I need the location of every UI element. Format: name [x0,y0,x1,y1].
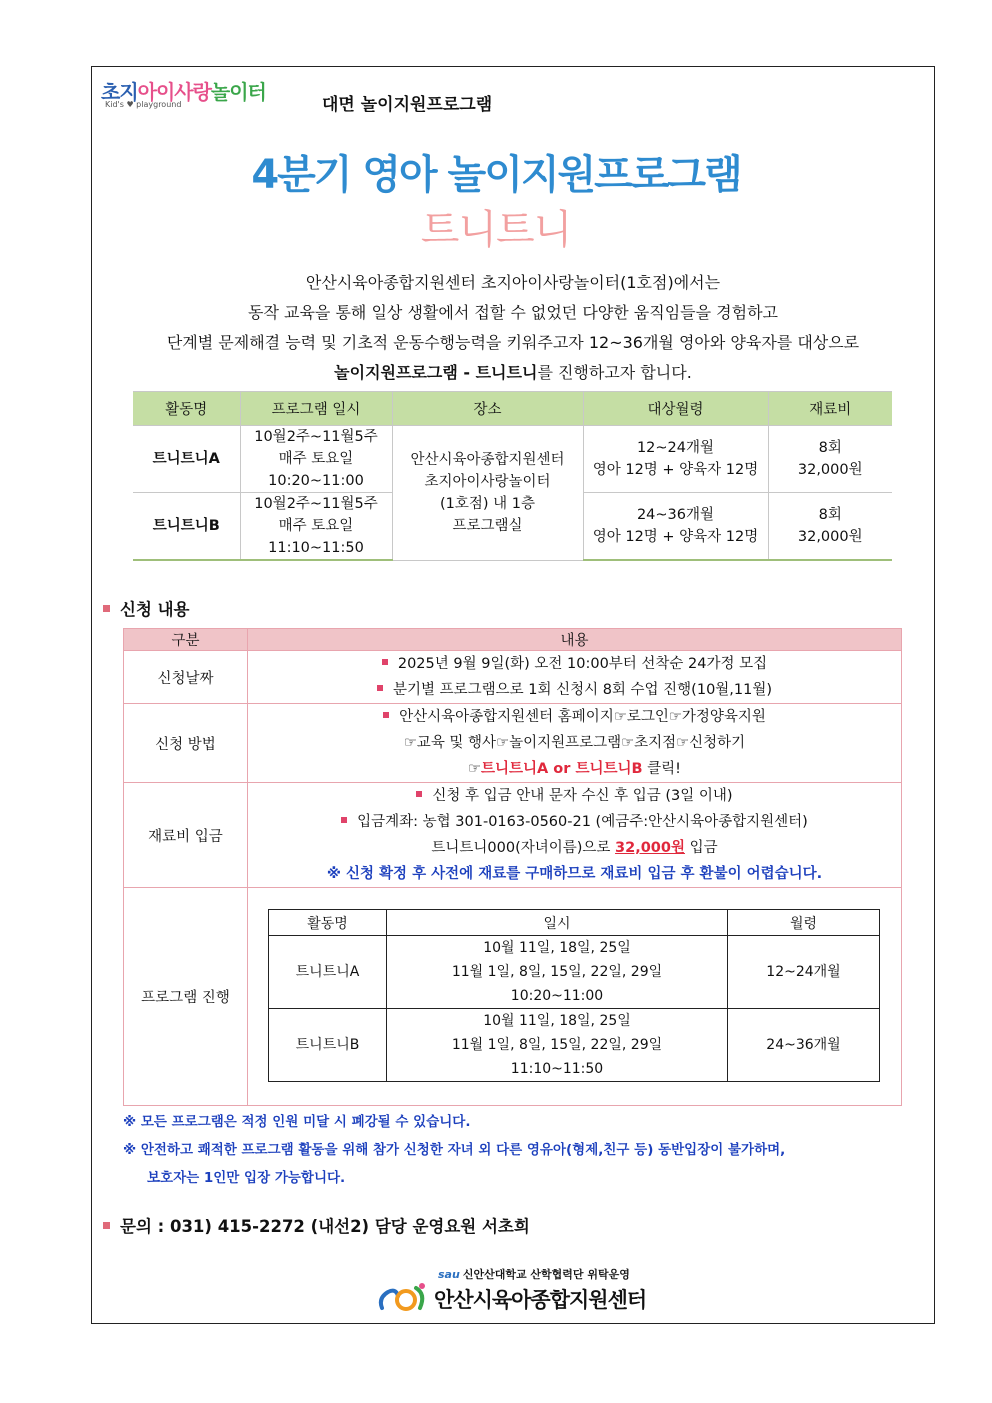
page-title: 4분기 영아 놀이지원프로그램 [251,152,741,198]
apply-table [123,628,902,1106]
red-square-bullet-icon [416,791,422,797]
table-row [124,888,902,1106]
schedule-line: 매주 토요일 [278,451,354,467]
fee-line: 8회 [818,507,842,523]
program-schedule [240,493,392,561]
apply-fee-label: 재료비 입금 [124,783,248,888]
location-line: 초지아이사랑놀이터 [424,473,551,490]
footer-operator-text: 신안산대학교 산학협력단 위탁운영 [462,1268,630,1281]
date-line: 10월 11일, 18일, 25일 [483,1013,631,1029]
table-row [124,651,902,704]
program-fee [768,426,892,493]
program-age [583,493,768,561]
footer-small-text [438,1266,630,1282]
age-line: 24~36개월 [636,507,715,523]
apply-date-content [248,651,902,704]
apply-fee-line [248,809,901,835]
table-row [269,936,880,1009]
playground-logo [101,76,311,112]
program-header-fee: 재료비 [768,392,892,426]
schedule-dates [387,1009,728,1082]
program-name: 트니트니A [133,426,240,493]
schedule-line: 10월2주~11월5주 [254,496,378,512]
schedule-name: 트니트니B [269,1009,387,1082]
apply-method-line: ☞교육 및 행사☞놀이지원프로그램☞초지점☞신청하기 [403,735,746,751]
date-line: 11월 1일, 8일, 15일, 22일, 29일 [451,1037,663,1053]
logo-text-3: 놀이터 [210,80,266,104]
program-fee [768,493,892,561]
logo-subtext: Kid's ♥ playground [105,100,182,109]
program-choice-text: 트니트니A or 트니트니B [481,761,643,777]
program-header-location: 장소 [392,392,583,426]
age-line: 영아 12명 + 양육자 12명 [592,462,759,478]
apply-method-content [248,704,902,783]
footer-logo [372,1266,672,1316]
apply-method-line [248,704,901,730]
apply-fee-text: 입금 [685,840,718,856]
header-tag: 대면 놀이지원프로그램 [322,95,493,115]
schedule-header-name: 활동명 [269,910,387,936]
apply-method-line [248,756,901,782]
apply-method-label: 신청 방법 [124,704,248,783]
intro-line-4 [100,358,926,388]
program-header-age: 대상월령 [583,392,768,426]
program-header-name: 활동명 [133,392,240,426]
fee-line: 32,000원 [797,462,863,478]
schedule-header-age: 월령 [728,910,880,936]
location-line: 안산시육아종합지원센터 [410,451,565,468]
date-line: 10:20~11:00 [510,988,604,1004]
apply-date-text: 2025년 9월 9일(화) 오전 10:00부터 선착순 24가정 모집 [397,656,768,672]
schedule-age: 12~24개월 [728,936,880,1009]
schedule-line: 11:10~11:50 [268,540,364,556]
intro-text [100,268,926,388]
apply-fee-text: 입금계좌: 농협 301-0163-0560-21 (예금주:안산시육아종합지원센터) [357,814,808,830]
age-line: 영아 12명 + 양육자 12명 [592,529,759,545]
apply-header-category: 구분 [124,629,248,651]
schedule-age: 24~36개월 [728,1009,880,1082]
table-row [124,704,902,783]
program-schedule [240,426,392,493]
program-header-schedule: 프로그램 일시 [240,392,392,426]
apply-section-heading [103,596,190,620]
schedule-line: 10월2주~11월5주 [254,429,378,445]
apply-date-line [248,677,901,703]
program-age [583,426,768,493]
red-square-bullet-icon [341,817,347,823]
contact-text: 문의 : 031) 415-2272 (내선2) 담당 운영요원 서초희 [120,1217,530,1236]
intro-line-2: 동작 교육을 통해 일상 생활에서 접할 수 없었던 다양한 움직임들을 경험하고 [248,303,778,322]
intro-program-name: 놀이지원프로그램 - 트니트니 [334,363,538,382]
apply-progress-label: 프로그램 진행 [124,888,248,1106]
schedule-line: 매주 토요일 [278,518,354,534]
schedule-header-dates: 일시 [387,910,728,936]
page-subtitle: 트니트니 [420,207,572,253]
schedule-table [268,909,880,1082]
apply-fee-line [248,835,901,861]
apply-fee-text: 트니트니000(자녀이름)으로 [431,840,616,856]
table-row [133,426,892,493]
logo-text-2: 아이사랑 [137,80,211,104]
location-line: 프로그램실 [452,517,523,534]
program-name: 트니트니B [133,493,240,561]
contact-info [103,1213,530,1237]
table-row [269,1009,880,1082]
date-line: 10월 11일, 18일, 25일 [483,940,631,956]
red-square-bullet-icon [382,659,388,665]
apply-method-text: 안산시육아종합지원센터 홈페이지☞로그인☞가정양육지원 [399,709,766,725]
intro-line-3: 단계별 문제해결 능력 및 기초적 운동수행능력을 키워주고자 12~36개월 영아와 양육자를 대상으로 [166,333,860,352]
fee-line: 8회 [818,440,842,456]
apply-date-text: 분기별 프로그램으로 1회 신청시 8회 수업 진행(10월,11월) [392,682,773,698]
note-line: ※ 모든 프로그램은 적정 인원 미달 시 폐강될 수 있습니다. [123,1114,471,1130]
schedule-dates [387,936,728,1009]
logo-text-1: 초지 [101,80,138,104]
apply-progress-content [248,888,902,1106]
apply-heading-text: 신청 내용 [120,600,190,619]
location-line: (1호점) 내 1층 [439,495,535,512]
note-line: ※ 안전하고 쾌적한 프로그램 활동을 위해 참가 신청한 자녀 외 다른 영유아(형제,친구 등) 동반입장이 불가하며, [123,1142,786,1158]
intro-line-4-rest: 를 진행하고자 합니다. [537,363,692,382]
apply-header-content: 내용 [248,629,902,651]
note-line: 보호자는 1인만 입장 가능합니다. [147,1170,346,1186]
fee-amount: 32,000원 [615,840,685,856]
pointing-hand-icon: ☞ [468,761,481,777]
red-square-bullet-icon [377,685,383,691]
red-square-bullet-icon [383,712,389,718]
square-bullet-icon [103,605,110,612]
table-row [124,783,902,888]
schedule-line: 10:20~11:00 [268,473,364,489]
apply-fee-content [248,783,902,888]
click-text: 클릭! [642,761,681,777]
fee-line: 32,000원 [797,529,863,545]
date-line: 11:10~11:50 [510,1061,604,1077]
sau-logo: sau [438,1268,460,1281]
refund-note: ※ 신청 확정 후 사전에 재료를 구매하므로 재료비 입금 후 환불이 어렵습니다. [326,866,823,882]
age-line: 12~24개월 [636,440,715,456]
apply-date-label: 신청날짜 [124,651,248,704]
schedule-name: 트니트니A [269,936,387,1009]
date-line: 11월 1일, 8일, 15일, 22일, 29일 [451,964,663,980]
notes [123,1108,785,1192]
program-location [392,426,583,561]
apply-date-line [248,651,901,677]
intro-line-1: 안산시육아종합지원센터 초지아이사랑놀이터(1호점)에서는 [305,273,721,292]
apply-fee-line [248,783,901,809]
program-table [133,391,892,561]
square-bullet-icon [103,1222,110,1229]
center-logo-icon [376,1280,430,1314]
apply-fee-text: 신청 후 입금 안내 문자 수신 후 입금 (3일 이내) [432,788,733,804]
footer-center-name: 안산시육아종합지원센터 [434,1288,647,1312]
